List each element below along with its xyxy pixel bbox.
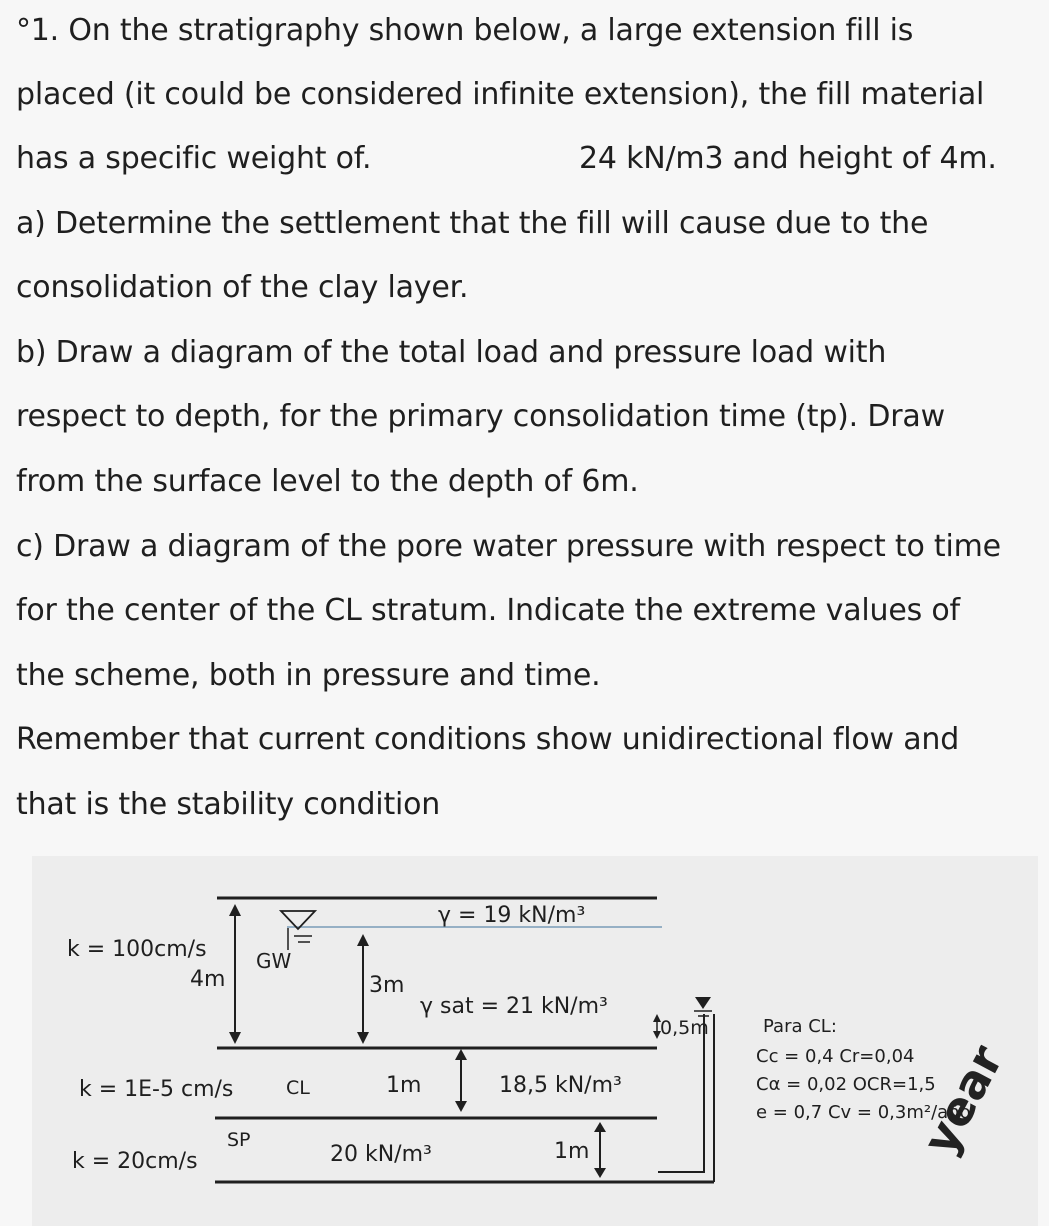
- cl-permeability: k = 1E-5 cm/s: [79, 1077, 234, 1102]
- sp-thickness: 1m: [554, 1139, 590, 1164]
- layer1-permeability: k = 100cm/s: [67, 937, 207, 962]
- cl-params-line: Cc = 0,4 Cr=0,04: [756, 1046, 915, 1067]
- arrowhead-up: [594, 1122, 606, 1132]
- problem-line: the scheme, both in pressure and time.: [16, 658, 601, 693]
- sp-unit-weight: 20 kN/m³: [330, 1142, 432, 1167]
- cl-params-line: Cα = 0,02 OCR=1,5: [756, 1074, 936, 1095]
- arrowhead-down: [357, 1032, 369, 1044]
- problem-line: °1. On the stratigraphy shown below, a large extension fill is: [16, 13, 914, 48]
- problem-line: consolidation of the clay layer.: [16, 270, 469, 305]
- cl-params-title: Para CL:: [763, 1016, 837, 1037]
- layer1-unit-weight: γ = 19 kN/m³: [438, 903, 586, 928]
- layer1-thickness: 4m: [190, 967, 226, 992]
- problem-line: c) Draw a diagram of the pore water pressure with respect to time: [16, 529, 1001, 564]
- cl-params-line: e = 0,7 Cv = 0,3m²/año: [756, 1102, 971, 1123]
- piezometer-head-label: 0,5m: [660, 1017, 709, 1039]
- arrowhead-up: [357, 934, 369, 946]
- problem-line: a) Determine the settlement that the fill will cause due to the: [16, 206, 929, 241]
- cl-unit-weight: 18,5 kN/m³: [499, 1073, 622, 1098]
- problem-line: 24 kN/m3 and height of 4m.: [579, 141, 997, 176]
- piezometer-water-level-icon: [695, 997, 711, 1009]
- watermark: year: [912, 1036, 1014, 1164]
- arrowhead-up: [455, 1049, 467, 1060]
- problem-line: placed (it could be considered infinite extension), the fill material: [16, 77, 985, 112]
- arrowhead-down: [594, 1168, 606, 1178]
- cl-soil-label: CL: [286, 1077, 310, 1099]
- stratigraphy-figure: [32, 856, 1038, 1226]
- sp-soil-label: SP: [227, 1129, 251, 1151]
- arrowhead-up: [229, 904, 241, 916]
- problem-line: for the center of the CL stratum. Indicate the extreme values of: [16, 593, 960, 628]
- problem-line: respect to depth, for the primary consolidation time (tp). Draw: [16, 399, 945, 434]
- cl-thickness: 1m: [386, 1073, 422, 1098]
- gw-label: GW: [256, 949, 292, 973]
- problem-line: from the surface level to the depth of 6m.: [16, 464, 639, 499]
- problem-line: has a specific weight of.: [16, 141, 372, 176]
- problem-line: Remember that current conditions show unidirectional flow and: [16, 722, 960, 757]
- arrowhead-down: [455, 1101, 467, 1112]
- sp-permeability: k = 20cm/s: [72, 1149, 198, 1174]
- stratigraphy-diagram: [32, 856, 1038, 1226]
- dimension-3m-label: 3m: [369, 973, 405, 998]
- problem-line: that is the stability condition: [16, 787, 441, 822]
- problem-line: b) Draw a diagram of the total load and pressure load with: [16, 335, 887, 370]
- arrowhead-down: [229, 1032, 241, 1044]
- layer1-saturated-unit-weight: γ sat = 21 kN/m³: [420, 994, 608, 1019]
